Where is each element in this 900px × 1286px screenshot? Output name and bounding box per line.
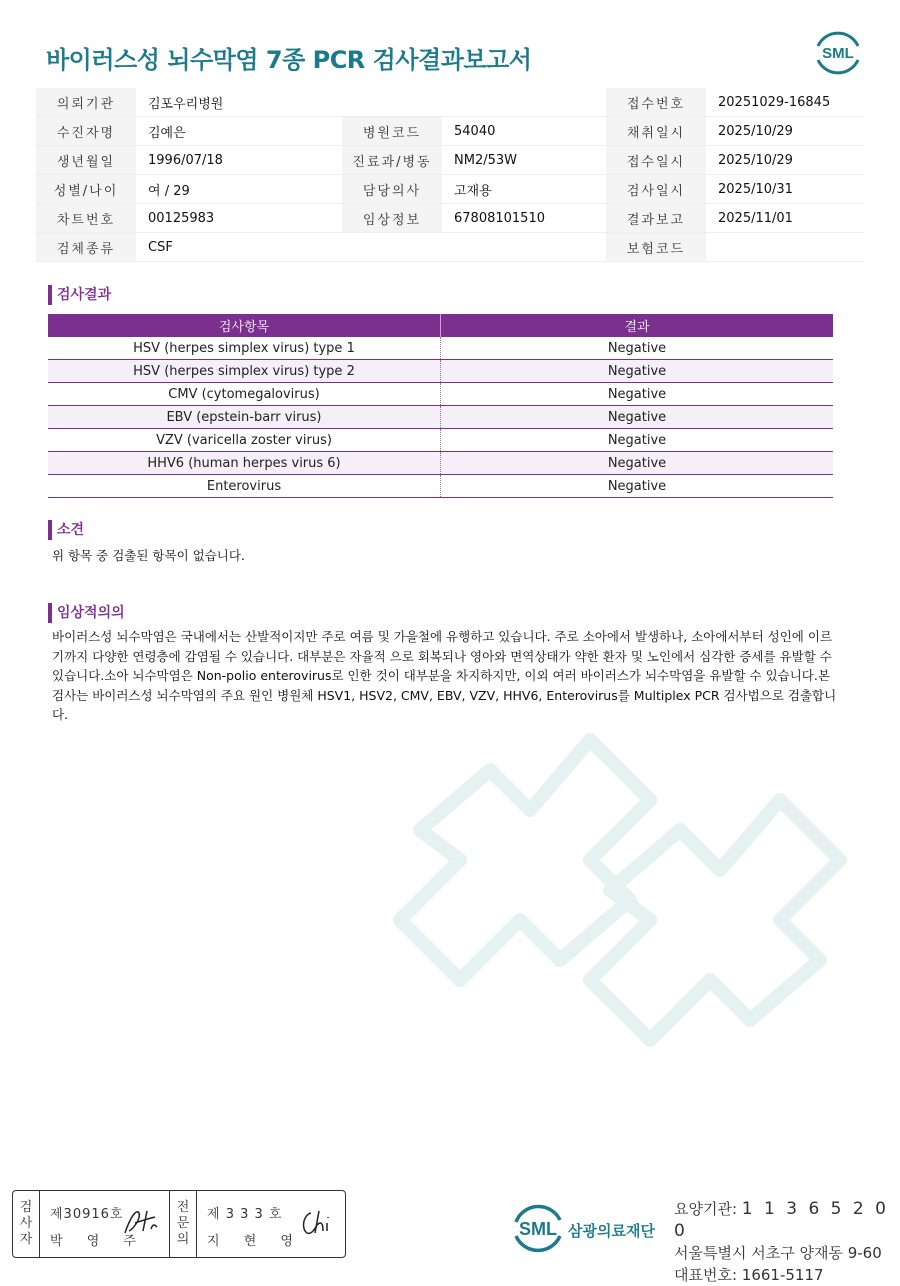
institution-code-label: 요양기관: — [674, 1200, 738, 1218]
watermark-cross-icon — [360, 560, 850, 1080]
specialist-signature-icon — [297, 1205, 337, 1239]
signature-box — [12, 1190, 346, 1258]
info-label: 접수일시 — [606, 146, 706, 175]
examiner-cell — [40, 1191, 170, 1257]
info-label — [342, 88, 442, 117]
examiner-label — [13, 1191, 40, 1257]
report-title: 바이러스성 뇌수막염 7종 PCR 검사결과보고서 — [46, 46, 532, 74]
vertical-label-text: 전 문 의 — [176, 1200, 190, 1247]
table-row — [48, 383, 833, 406]
info-label: 검체종류 — [36, 233, 136, 262]
test-item: CMV (cytomegalovirus) — [48, 383, 441, 406]
info-label: 성별/나이 — [36, 175, 136, 204]
examiner-name: 박 영 주 — [50, 1234, 146, 1249]
sml-logo-icon — [812, 28, 864, 76]
results-header-item: 검사항목 — [48, 314, 441, 337]
test-result: Negative — [441, 429, 834, 452]
info-label: 진료과/병동 — [342, 146, 442, 175]
examiner-license: 제30916호 — [50, 1207, 124, 1222]
info-value: 2025/10/29 — [706, 117, 864, 146]
info-value: 20251029-16845 — [706, 88, 864, 117]
clinical-text: 바이러스성 뇌수막염은 국내에서는 산발적이지만 주로 여름 및 가을철에 유행하고 있습니다. 주로 소아에서 발생하나, 소아에서부터 성인에 이르기까지 다양한 연령층에 감염될 수 있습니다. 대부분은 자율적 으로 회복되나 영아와 면역상태가 약한 환자 및 노인에서 심각한 증세를 유발할 수 있습니다.소아 뇌수막염은 Non-polio enterovirus로 인한 것이 대부분을 차지하지만, 이외 여러 바이러스가 뇌수막염을 유발할 수 있습니다.본 검사는 바이러스성 뇌수막염의 주요 원인 병원체 HSV1, HSV2, CMV, EBV, VZV, HHV6, Enterovirus를 Multiplex PCR 검사법으로 검출합니다. — [52, 629, 837, 722]
info-label: 접수번호 — [606, 88, 706, 117]
phone-label: 대표번호: — [674, 1266, 738, 1284]
test-result: Negative — [441, 337, 834, 360]
test-item: VZV (varicella zoster virus) — [48, 429, 441, 452]
info-label: 보험코드 — [606, 233, 706, 262]
footer-org-name: 삼광의료재단 — [568, 1222, 655, 1240]
specialist-cell — [197, 1191, 345, 1257]
opinion-text: 위 항목 중 검출된 항목이 없습니다. — [52, 548, 245, 563]
info-label: 검사일시 — [606, 175, 706, 204]
test-result: Negative — [441, 406, 834, 429]
info-value: 67808101510 — [442, 204, 606, 233]
test-result: Negative — [441, 475, 834, 498]
info-value: 54040 — [442, 117, 606, 146]
info-label: 의뢰기관 — [36, 88, 136, 117]
table-row — [48, 406, 833, 429]
info-value: 여 / 29 — [136, 175, 342, 204]
info-label: 생년월일 — [36, 146, 136, 175]
info-value: 김예은 — [136, 117, 342, 146]
phone-number: 1661-5117 — [741, 1266, 824, 1284]
footer-logo-text: SML — [519, 1219, 557, 1239]
opinion-section-title: 소견 — [48, 520, 84, 540]
test-item: HSV (herpes simplex virus) type 1 — [48, 337, 441, 360]
specialist-label — [170, 1191, 197, 1257]
info-label: 채취일시 — [606, 117, 706, 146]
info-row — [36, 204, 864, 233]
info-row — [36, 233, 864, 262]
info-label: 임상정보 — [342, 204, 442, 233]
info-label: 결과보고 — [606, 204, 706, 233]
results-header-result: 결과 — [441, 314, 834, 337]
info-row — [36, 175, 864, 204]
test-result: Negative — [441, 360, 834, 383]
table-row — [48, 429, 833, 452]
info-value: 00125983 — [136, 204, 342, 233]
info-label: 병원코드 — [342, 117, 442, 146]
info-label: 담당의사 — [342, 175, 442, 204]
info-value: 2025/10/29 — [706, 146, 864, 175]
test-item: EBV (epstein-barr virus) — [48, 406, 441, 429]
table-row — [48, 452, 833, 475]
info-label: 수진자명 — [36, 117, 136, 146]
test-item: Enterovirus — [48, 475, 441, 498]
results-table — [48, 314, 833, 498]
info-value: 2025/11/01 — [706, 204, 864, 233]
info-value — [706, 233, 864, 262]
info-value: 고재용 — [442, 175, 606, 204]
info-value: 2025/10/31 — [706, 175, 864, 204]
institution-code: 1 1 3 6 5 2 0 0 — [674, 1199, 889, 1241]
test-item: HHV6 (human herpes virus 6) — [48, 452, 441, 475]
info-value — [442, 88, 606, 117]
footer-address: 서울특별시 서초구 양재동 9-60 — [674, 1244, 882, 1262]
specialist-name: 지 현 영 — [207, 1234, 303, 1249]
logo-text: SML — [822, 45, 854, 62]
info-value: 1996/07/18 — [136, 146, 342, 175]
test-result: Negative — [441, 383, 834, 406]
info-value — [442, 233, 606, 262]
results-section-title: 검사결과 — [48, 285, 111, 305]
test-item: HSV (herpes simplex virus) type 2 — [48, 360, 441, 383]
info-row — [36, 146, 864, 175]
examiner-signature-icon — [121, 1205, 161, 1239]
info-row — [36, 88, 864, 117]
info-value: CSF — [136, 233, 342, 262]
table-row — [48, 475, 833, 498]
clinical-section-title: 임상적의의 — [48, 603, 125, 623]
footer-sml-logo-icon — [508, 1200, 568, 1256]
specialist-license: 제 3 3 3 호 — [207, 1207, 283, 1222]
info-value: NM2/53W — [442, 146, 606, 175]
test-result: Negative — [441, 452, 834, 475]
info-row — [36, 117, 864, 146]
table-row — [48, 337, 833, 360]
info-label: 차트번호 — [36, 204, 136, 233]
vertical-label-text: 검 사 자 — [19, 1200, 33, 1247]
footer-info — [674, 1198, 900, 1286]
table-row — [48, 360, 833, 383]
info-value: 김포우리병원 — [136, 88, 342, 117]
patient-info-table — [36, 88, 864, 262]
info-label — [342, 233, 442, 262]
